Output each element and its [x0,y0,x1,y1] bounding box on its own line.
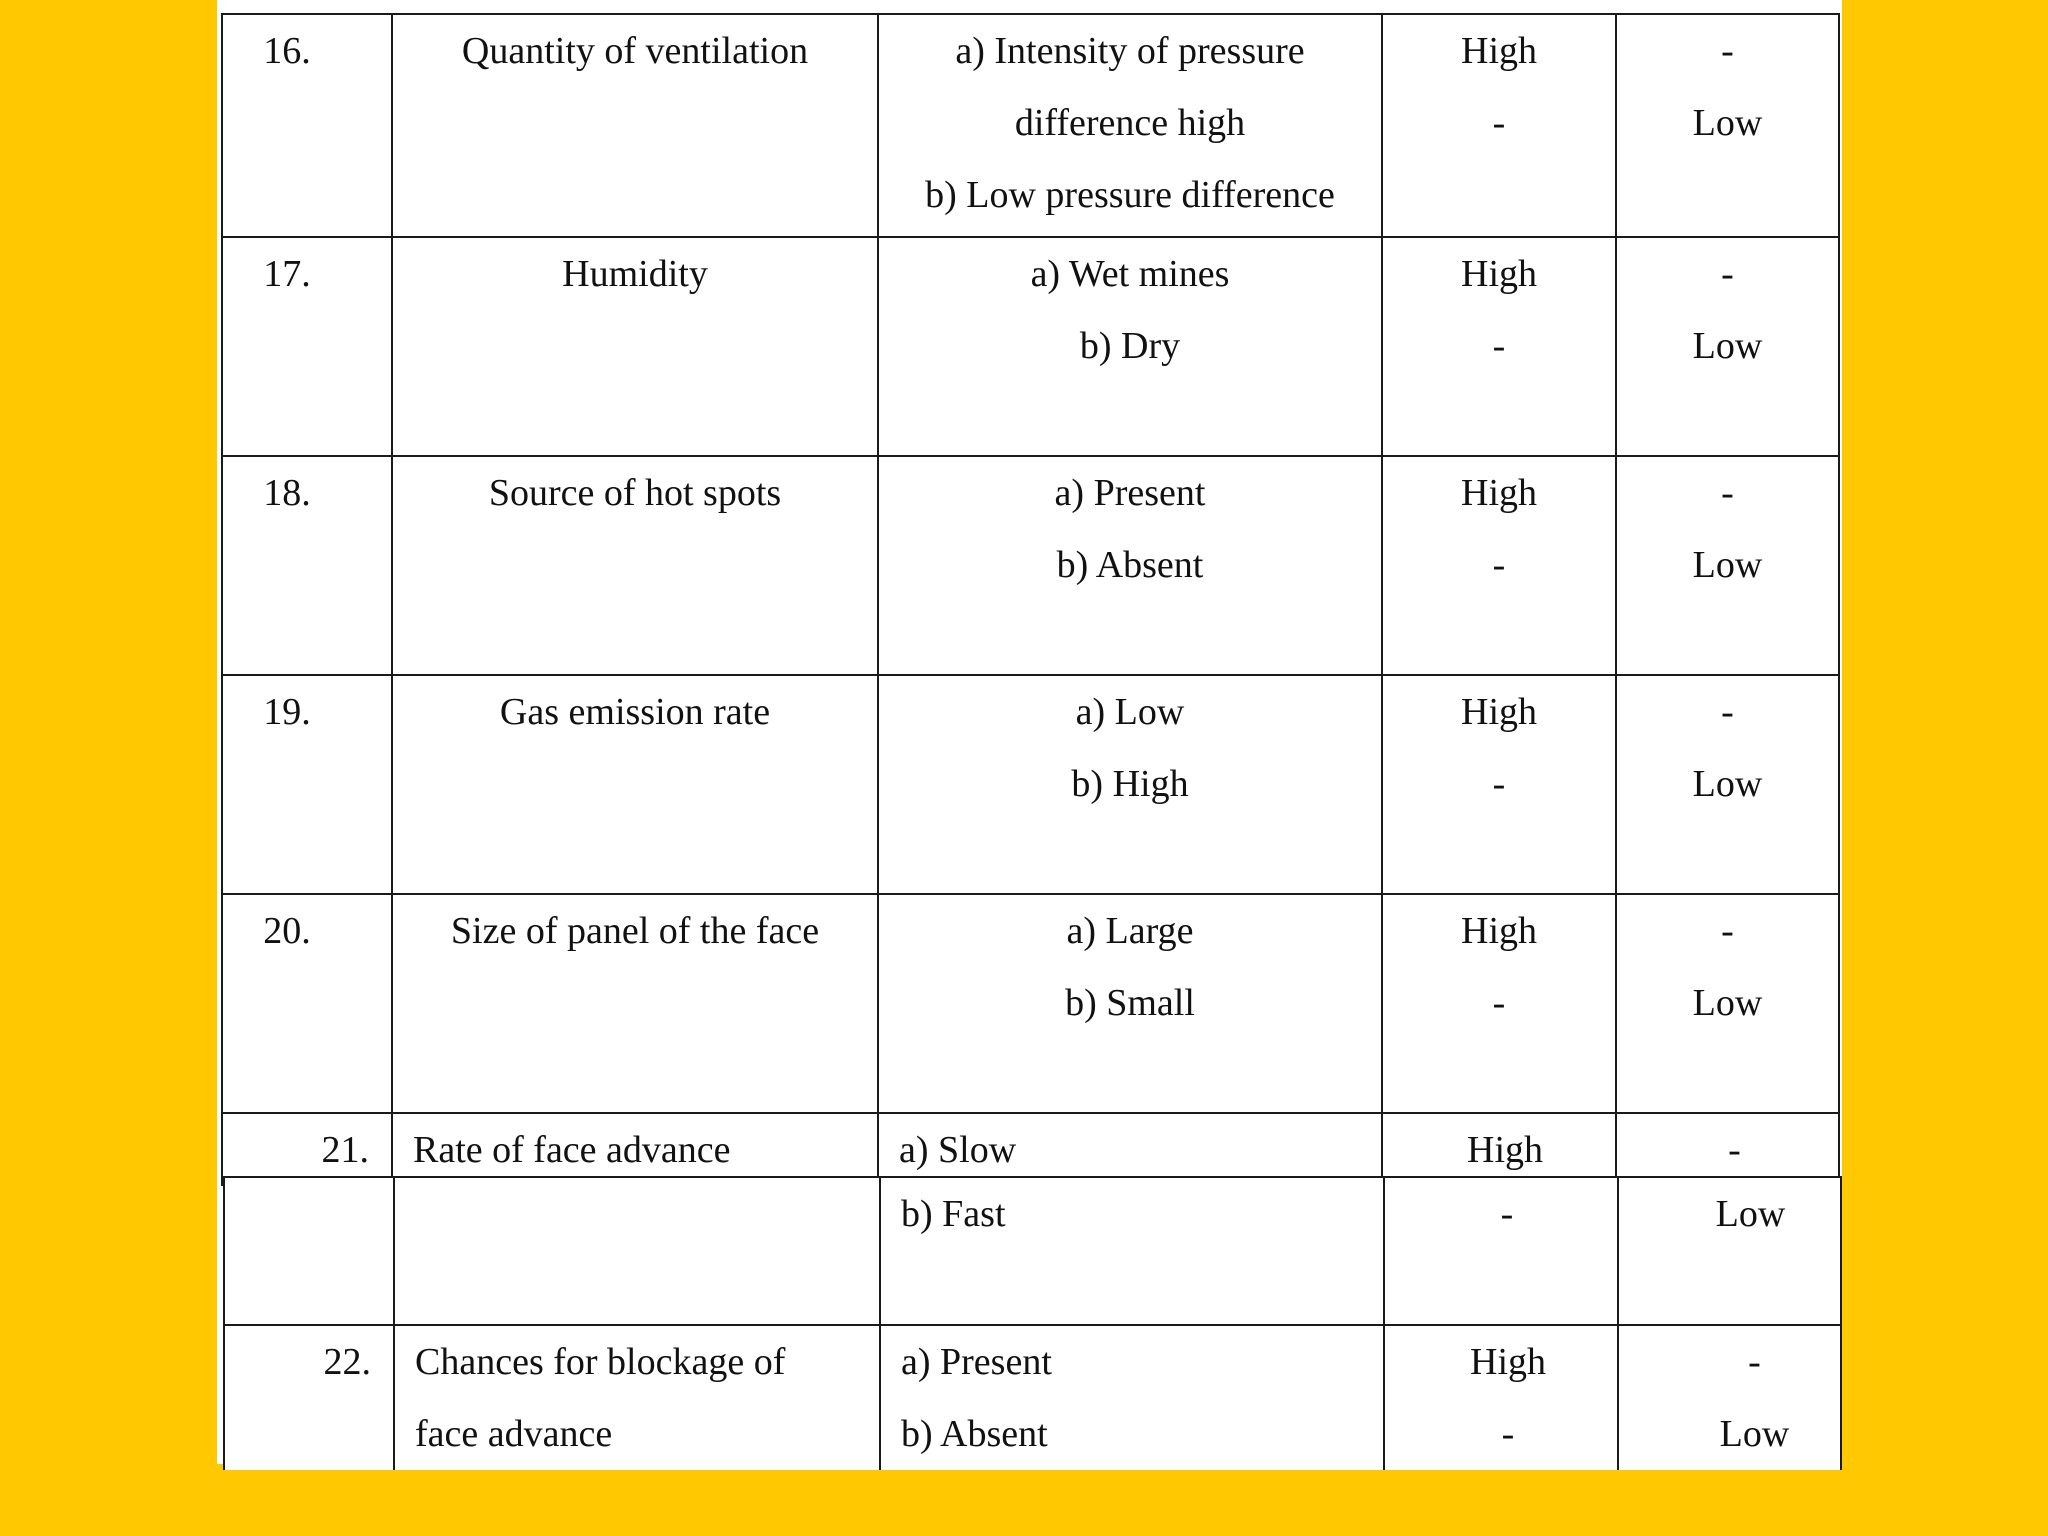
high-value: High [1461,472,1537,514]
row-number: 19. [222,675,392,894]
low-cell: Low [1618,1177,1841,1325]
condition-line: b) High [1071,763,1189,805]
high-cell: - [1384,1177,1618,1325]
condition-line: b) Small [1065,982,1195,1024]
low-cell [1616,456,1839,675]
condition-cell: b) Fast [880,1177,1384,1325]
table-upper [221,13,1838,1186]
condition-cell [878,456,1382,675]
low-value: Low [1692,544,1763,586]
condition-cell: a) Slow [878,1113,1382,1186]
low-cell [1616,675,1839,894]
condition-line: b) Low pressure difference [925,174,1335,216]
table-row [224,1325,1841,1470]
condition-line: b) Absent [1056,544,1204,586]
low-value: Low [1719,1413,1790,1455]
table-row [222,237,1839,456]
factor-cell: Humidity [392,237,878,456]
table-lower [223,1176,1840,1470]
low-value: Low [1692,325,1763,367]
row-number: 21. [222,1113,392,1186]
table-row [224,1177,1841,1325]
high-value: High [1461,30,1537,72]
factor-cell: Source of hot spots [392,456,878,675]
low-value: Low [1692,763,1763,805]
condition-line: difference high [1014,102,1246,144]
condition-line: b) Absent [901,1413,1048,1455]
condition-line: a) Present [901,1341,1052,1383]
low-value: - [1748,1341,1761,1383]
condition-cell [878,237,1382,456]
high-cell: High [1382,1113,1616,1186]
low-value: - [1721,253,1734,295]
high-value: High [1470,1341,1546,1383]
row-number: 18. [222,456,392,675]
high-cell [1382,456,1616,675]
low-value: - [1721,472,1734,514]
criteria-table-lower [223,1176,1842,1470]
high-value: - [1492,982,1506,1024]
high-cell [1384,1325,1618,1470]
high-cell [1382,237,1616,456]
high-value: - [1492,325,1506,367]
row-number: 16. [222,14,392,237]
low-value: - [1721,30,1734,72]
table-row [222,894,1839,1113]
factor-cell [394,1177,880,1325]
row-number [224,1177,394,1325]
condition-line: a) Intensity of pressure [955,30,1305,72]
high-value: - [1492,544,1506,586]
document-page [217,0,1842,1464]
condition-cell [878,14,1382,237]
low-value: - [1721,691,1734,733]
row-number: 20. [222,894,392,1113]
low-value: - [1721,910,1734,952]
high-cell [1382,14,1616,237]
condition-line: b) Dry [1079,325,1181,367]
factor-cell [394,1325,880,1470]
high-value: - [1492,102,1506,144]
low-cell [1616,894,1839,1113]
factor-cell: Quantity of ventilation [392,14,878,237]
high-value: - [1492,763,1506,805]
high-cell [1382,894,1616,1113]
row-number: 22. [224,1325,394,1470]
low-value: Low [1692,982,1763,1024]
factor-cell: Gas emission rate [392,675,878,894]
high-value: High [1461,253,1537,295]
factor-cell: Rate of face advance [392,1113,878,1186]
condition-line: a) Present [1054,472,1206,514]
condition-cell [878,894,1382,1113]
high-cell [1382,675,1616,894]
high-value: - [1501,1413,1515,1455]
table-row [222,14,1839,237]
condition-cell [878,675,1382,894]
table-row [222,675,1839,894]
criteria-table-upper [221,13,1840,1186]
low-cell [1618,1325,1841,1470]
condition-cell [880,1325,1384,1470]
low-cell [1616,237,1839,456]
high-value: High [1461,910,1537,952]
factor-line: face advance [415,1413,613,1455]
high-value: High [1461,691,1537,733]
table-row [222,456,1839,675]
condition-line: a) Large [1066,910,1194,952]
condition-line: a) Low [1075,691,1185,733]
low-cell [1616,14,1839,237]
low-value: Low [1692,102,1763,144]
factor-line: Chances for blockage of [415,1341,786,1383]
row-number: 17. [222,237,392,456]
condition-line: a) Wet mines [1030,253,1230,295]
low-cell: - [1616,1113,1839,1186]
factor-cell: Size of panel of the face [392,894,878,1113]
